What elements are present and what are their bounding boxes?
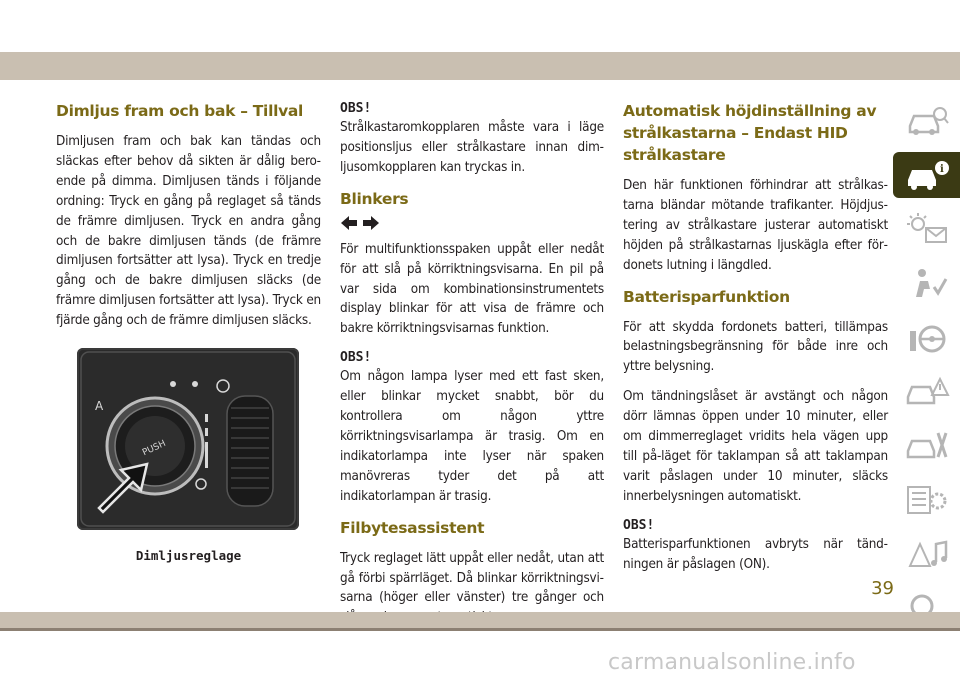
- tab-technical-specs[interactable]: [893, 477, 960, 523]
- column-1: [56, 100, 321, 341]
- watermark-text: carmanualsonline.info: [608, 650, 856, 675]
- car-tools-icon: [904, 429, 950, 463]
- fog-light-switch-figure: [77, 348, 299, 530]
- warning-car-icon: [904, 375, 950, 409]
- auto-label: A: [95, 399, 104, 413]
- note-label: OBS!: [340, 101, 372, 116]
- blinkers-text: För multifunktionsspaken uppåt eller nedåt för att slå på körriktningsvisarna. En pil på var sida om kombinationsinstrumentets display blinkar för att visa de främre och bakre körriktningsvisarnas funktion.: [340, 241, 604, 337]
- header-stripe: [0, 52, 960, 80]
- tab-starting-operating[interactable]: [893, 315, 960, 361]
- note-label: OBS!: [340, 350, 372, 366]
- top-margin: [0, 0, 960, 52]
- note-label: OBS!: [623, 517, 655, 533]
- car-search-icon: [904, 104, 950, 138]
- svg-text:i: i: [939, 164, 944, 176]
- lane-change-text: Tryck reglaget lätt uppåt eller nedåt, utan att gå förbi spärrläget. Då blinkar körriktningsvisarna (höger eller vänster) tre gånger och: [340, 550, 604, 606]
- battery-saver-text-1: För att skydda fordonets batteri, tillämpas belastningsbegränsning för både inre och yttre belysning.: [623, 319, 888, 375]
- lane-change-heading: Filbytesassistent: [340, 518, 485, 537]
- note-text: Strålkastaromkopplaren måste vara i läge positionsljus eller strålkastare innan dimljusomkopplaren kan tryckas in.: [340, 120, 604, 175]
- battery-saver-text-2: Om tändningslåset är avstängt och någon dörr lämnas öppen under 10 minuter, eller om dimmerreglaget vridits hela vägen upp till på-läget för taklampan så att taklampan varit påslagen under 10 minuter, släcks innerbelysningen automatiskt.: [623, 389, 888, 504]
- turn-signal-arrows: [340, 214, 604, 232]
- note-text: Batterisparfunktionen avbryts när tändningen är påslagen (ON).: [623, 536, 888, 572]
- blinkers-heading: Blinkers: [340, 189, 409, 208]
- battery-saver-heading: Batterisparfunktion: [623, 287, 790, 306]
- car-info-icon: [904, 158, 950, 192]
- tab-car-info[interactable]: [893, 152, 960, 198]
- tab-multimedia[interactable]: [893, 532, 960, 578]
- column-3: [623, 100, 888, 585]
- tab-car-search[interactable]: [893, 98, 960, 144]
- fog-lights-heading: Dimljus fram och bak – Tillval: [56, 102, 304, 120]
- music-nav-icon: [904, 538, 950, 572]
- chapter-tabs: [893, 98, 960, 694]
- tab-emergency[interactable]: [893, 369, 960, 415]
- arrow-right-icon: [362, 214, 380, 232]
- note-text: Om någon lampa lyser med ett fast sken, eller blinkar mycket snabbt, bör du kontrollera om någon yttre körriktningsvisarlampa är trasig. Om en indikatorlampa inte lyser när spaken manövreras tyder det på att indikatorlampan är trasig.: [340, 369, 604, 504]
- tab-lights-messages[interactable]: [893, 206, 960, 252]
- auto-leveling-text: Den här funktionen förhindrar att strålkastarna bländar mötande trafikanter. Höjdjustering av strålkastare justerar automatiskt höjden på strålkastarnas ljuskägla efter fördonets lutning i längdled.: [623, 178, 888, 273]
- settings-list-icon: [904, 483, 950, 517]
- steering-wheel-icon: [904, 321, 950, 355]
- fog-lights-paragraph: Dimljusen fram och bak kan tändas och släckas efter behov då sikten är dålig beroende på dimma. Dimljusen tänds i följande ordning: Tryck en gång på reglaget så tänds de främre dimljusen. Tryck en andra gång och de bakre dimljusen tänds (de främre dimljusen fortsätter att lysa). Tryck en tredje gång och de bakre dimljusen släcks (de främre dimljusen fortsätter att lysa). Tryck en fjärde gång och de främre dimljusen släcks.: [56, 134, 321, 329]
- tab-maintenance[interactable]: [893, 423, 960, 469]
- light-switch-illustration: [77, 348, 299, 530]
- push-label: PUSH: [141, 438, 168, 459]
- safety-check-icon: [904, 267, 950, 301]
- column-2: [340, 100, 604, 638]
- arrow-left-icon: [340, 214, 358, 232]
- tab-safety[interactable]: [893, 261, 960, 307]
- figure-caption: Dimljusreglage: [135, 548, 242, 563]
- light-mail-icon: [904, 212, 950, 246]
- page-number: 39: [871, 578, 894, 599]
- auto-leveling-heading: Automatisk höjdinställning av strålkastarna – Endast HID strålkastare: [623, 102, 877, 164]
